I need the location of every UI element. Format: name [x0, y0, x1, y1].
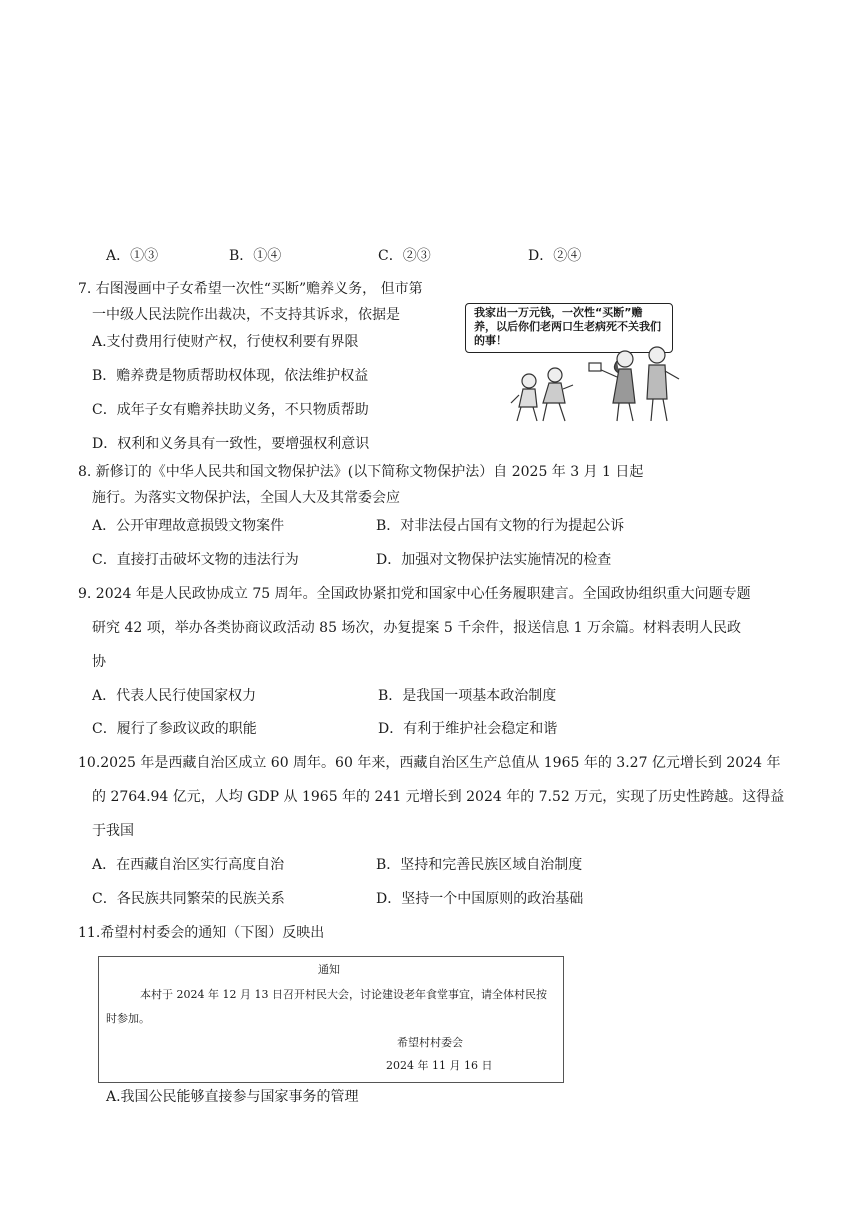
q10-option-b: B．坚持和完善民族区域自治制度 — [376, 857, 583, 873]
q8-stem-line2: 施行。为落实文物保护法，全国人大及其常委会应 — [92, 490, 400, 506]
q8-option-a: A．公开审理故意损毁文物案件 — [92, 518, 285, 534]
q9-stem-line1: 9. 2024 年是人民政协成立 75 周年。全国政协紧扣党和国家中心任务履职建言。全国政协组织重大问题专题 — [78, 586, 751, 602]
q8-stem-line1: 8. 新修订的《中华人民共和国文物保护法》(以下简称文物保护法）自 2025 年 3 月 1 日起 — [78, 464, 644, 480]
q8-option-d: D．加强对文物保护法实施情况的检查 — [376, 552, 612, 568]
q10-option-d: D．坚持一个中国原则的政治基础 — [376, 891, 584, 907]
q7-option-d: D．权利和义务具有一致性，要增强权利意识 — [92, 436, 370, 452]
q6-option-a: A．①③ — [106, 248, 159, 264]
q10-option-c: C．各民族共同繁荣的民族关系 — [92, 891, 285, 907]
village-notice-box — [98, 956, 564, 1083]
q9-stem-line3: 协 — [92, 654, 106, 670]
q9-stem-line2: 研究 42 项，举办各类协商议政活动 85 场次，办复提案 5 千余件，报送信息 1 万余篇。材料表明人民政 — [92, 620, 742, 636]
q10-stem-line3: 于我国 — [92, 823, 134, 839]
notice-title: 通知 — [318, 963, 340, 976]
q7-stem-line1: 7. 右图漫画中子女希望一次性“买断”赡养义务， 但市第 — [78, 281, 423, 297]
notice-body-line2: 时参加。 — [106, 1012, 150, 1025]
q9-option-b: B．是我国一项基本政治制度 — [378, 688, 557, 704]
q11-stem: 11.希望村村委会的通知（下图）反映出 — [78, 925, 325, 941]
q11-option-a: A.我国公民能够直接参与国家事务的管理 — [106, 1089, 359, 1105]
q9-option-a: A．代表人民行使国家权力 — [92, 688, 257, 704]
q8-option-b: B．对非法侵占国有文物的行为提起公诉 — [376, 518, 625, 534]
q8-option-c: C．直接打击破坏文物的违法行为 — [92, 552, 299, 568]
q6-option-b: B．①④ — [229, 248, 282, 264]
q6-option-c: C．②③ — [378, 248, 431, 264]
notice-signer: 希望村村委会 — [397, 1036, 463, 1049]
q10-stem-line1: 10.2025 年是西藏自治区成立 60 周年。60 年来，西藏自治区生产总值从 1965 年的 3.27 亿元增长到 2024 年 — [78, 755, 781, 771]
notice-body-line1: 本村于 2024 年 12 月 13 日召开村民大会，讨论建设老年食堂事宜，请全体村民按 — [140, 988, 547, 1001]
q7-option-a: A.支付费用行使财产权，行使权利要有界限 — [92, 334, 359, 350]
q10-stem-line2: 的 2764.94 亿元，人均 GDP 从 1965 年的 241 元增长到 2024 年的 7.52 万元，实现了历史性跨越。这得益 — [92, 789, 785, 805]
q10-option-a: A．在西藏自治区实行高度自治 — [92, 857, 285, 873]
cartoon-illustration — [507, 303, 695, 425]
q9-option-c: C．履行了参政议政的职能 — [92, 721, 257, 737]
q9-option-d: D．有利于维护社会稳定和谐 — [378, 721, 558, 737]
q7-option-c: C．成年子女有赡养扶助义务，不只物质帮助 — [92, 402, 369, 418]
cartoon-speech-bubble: 我家出一万元钱，一次性“买断”赡养，以后你们老两口生老病死不关我们的事！ — [465, 303, 673, 353]
q7-stem-line2: 一中级人民法院作出裁决，不支持其诉求，依据是 — [92, 307, 400, 323]
q7-option-b: B．赡养费是物质帮助权体现，依法维护权益 — [92, 368, 369, 384]
q6-option-d: D．②④ — [528, 248, 582, 264]
notice-date: 2024 年 11 月 16 日 — [386, 1059, 493, 1072]
